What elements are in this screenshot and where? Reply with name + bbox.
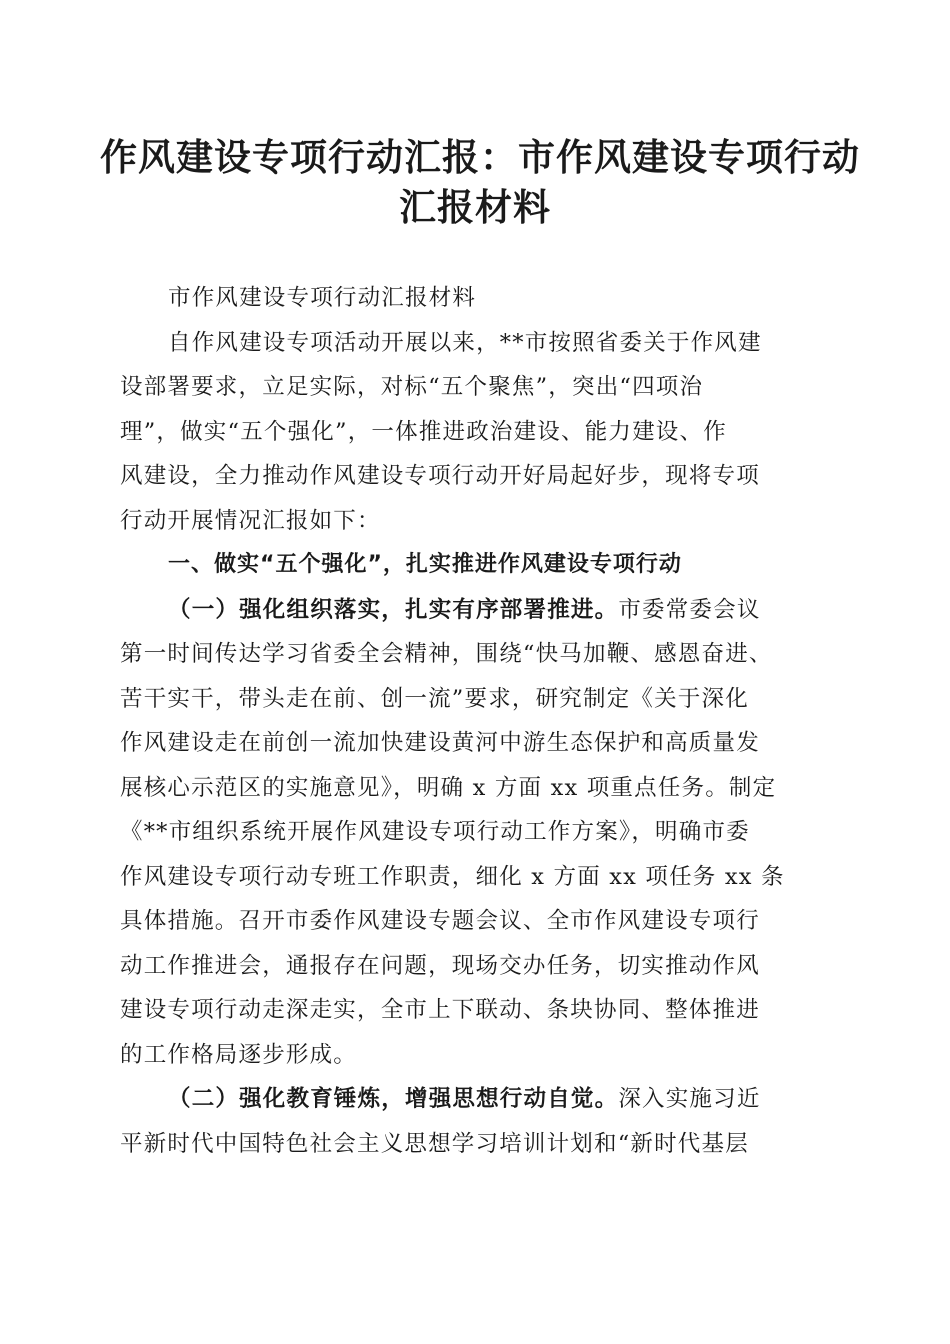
item-2-first-line [120,1077,836,1122]
intro-line: 行动开展情况汇报如下： [120,507,381,534]
item-1-line: 建设专项行动走深走实，全市上下联动、条块协同、整体推进 [120,997,760,1023]
intro-line: 风建设，全力推动作风建设专项行动开好局起好步，现将专项 [120,463,760,489]
intro-line: 理”，做实“五个强化”，一体推进政治建设、能力建设、作 [120,418,727,445]
item-2-paragraph [120,1077,836,1166]
item-1-line: 具体措施。召开市委作风建设专题会议、全市作风建设专项行 [120,908,760,934]
item-1-line: 第一时间传达学习省委全会精神，围绕“快马加鞭、感恩奋进、 [120,641,773,667]
item-2-lead: （二）强化教育锤炼，增强思想行动自觉。 [168,1086,619,1112]
item-1-line: 苦干实干，带头走在前、创一流”要求，研究制定《关于深化 [120,685,749,712]
item-1-first-line [120,588,836,633]
subtitle-paragraph [120,276,836,321]
item-1-line: 《**市组织系统开展作风建设专项行动工作方案》，明确市委 [120,819,750,845]
title-line-1: 作风建设专项行动汇报：市作风建设专项行动 [100,135,860,179]
section-heading: 一、做实“五个强化”，扎实推进作风建设专项行动 [168,552,682,577]
item-1-line: 动工作推进会，通报存在问题，现场交办任务，切实推动作风 [120,952,760,979]
item-2-first-line-text: 深入实施习近 [618,1086,761,1112]
item-2-line: 平新时代中国特色社会主义思想学习培训计划和“新时代基层 [120,1130,749,1157]
subtitle: 市作风建设专项行动汇报材料 [168,285,477,311]
item-1-line: 作风建设专项行动专班工作职责，细化 x 方面 xx 项任务 xx 条 [120,863,785,890]
intro-line: 自作风建设专项活动开展以来，**市按照省委关于作风建 [168,329,762,356]
title-line-2: 汇报材料 [399,185,551,229]
section-heading-paragraph [120,543,836,588]
document-title [100,132,860,232]
item-1-lead: （一）强化组织落实，扎实有序部署推进。 [168,596,619,623]
item-1-line: 的工作格局逐步形成。 [120,1041,358,1068]
item-1-line: 作风建设走在前创一流加快建设黄河中游生态保护和高质量发 [120,730,760,756]
intro-line: 设部署要求，立足实际，对标“五个聚焦”，突出“四项治 [120,374,704,400]
intro-paragraph [120,321,836,544]
item-1-paragraph [120,588,836,1078]
document-body [120,276,836,1166]
item-1-line: 展核心示范区的实施意见》，明确 x 方面 xx 项重点任务。制定 [120,774,777,801]
item-1-first-line-text: 市委常委会议 [618,596,761,623]
